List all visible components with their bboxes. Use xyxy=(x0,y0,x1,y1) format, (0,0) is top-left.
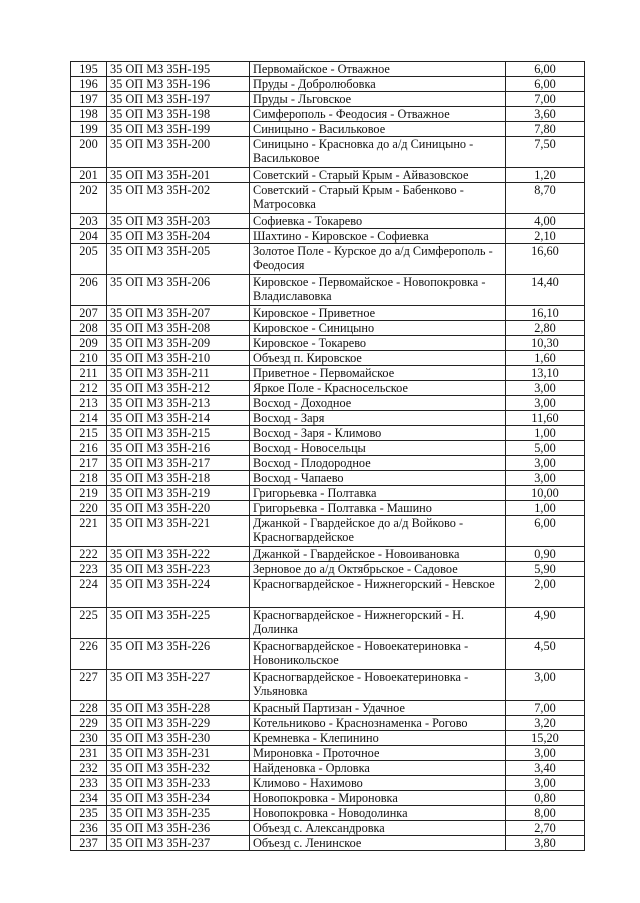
table-row xyxy=(71,547,585,562)
road-length: 2,00 xyxy=(506,577,585,608)
road-name: Восход - Новосельцы xyxy=(250,441,506,456)
row-number: 200 xyxy=(71,137,107,168)
road-length: 3,00 xyxy=(506,396,585,411)
road-code: 35 ОП МЗ 35Н-199 xyxy=(107,122,250,137)
road-code: 35 ОП МЗ 35Н-197 xyxy=(107,92,250,107)
road-name: Шахтино - Кировское - Софиевка xyxy=(250,229,506,244)
row-number: 212 xyxy=(71,381,107,396)
table-row xyxy=(71,336,585,351)
road-name: Восход - Доходное xyxy=(250,396,506,411)
road-code: 35 ОП МЗ 35Н-208 xyxy=(107,321,250,336)
road-length: 3,60 xyxy=(506,107,585,122)
table-row xyxy=(71,746,585,761)
row-number: 232 xyxy=(71,761,107,776)
table-row xyxy=(71,562,585,577)
road-code: 35 ОП МЗ 35Н-210 xyxy=(107,351,250,366)
road-length: 3,00 xyxy=(506,670,585,701)
row-number: 204 xyxy=(71,229,107,244)
row-number: 219 xyxy=(71,486,107,501)
road-name: Объезд с. Александровка xyxy=(250,821,506,836)
road-code: 35 ОП МЗ 35Н-230 xyxy=(107,731,250,746)
road-length: 14,40 xyxy=(506,275,585,306)
row-number: 195 xyxy=(71,62,107,77)
table-row xyxy=(71,229,585,244)
road-length: 1,60 xyxy=(506,351,585,366)
road-name: Первомайское - Отважное xyxy=(250,62,506,77)
table-row xyxy=(71,426,585,441)
row-number: 197 xyxy=(71,92,107,107)
row-number: 218 xyxy=(71,471,107,486)
road-code: 35 ОП МЗ 35Н-229 xyxy=(107,716,250,731)
road-length: 3,20 xyxy=(506,716,585,731)
row-number: 237 xyxy=(71,836,107,851)
road-code: 35 ОП МЗ 35Н-224 xyxy=(107,577,250,608)
road-name: Восход - Чапаево xyxy=(250,471,506,486)
table-row xyxy=(71,577,585,608)
row-number: 231 xyxy=(71,746,107,761)
road-code: 35 ОП МЗ 35Н-216 xyxy=(107,441,250,456)
road-name: Григорьевка - Полтавка - Машино xyxy=(250,501,506,516)
road-name: Красногвардейское - Нижнегорский - Н. Долинка xyxy=(250,608,506,639)
table-row xyxy=(71,411,585,426)
roads-table xyxy=(70,61,585,851)
road-name: Симферополь - Феодосия - Отважное xyxy=(250,107,506,122)
road-length: 3,00 xyxy=(506,776,585,791)
row-number: 221 xyxy=(71,516,107,547)
row-number: 214 xyxy=(71,411,107,426)
road-code: 35 ОП МЗ 35Н-225 xyxy=(107,608,250,639)
road-name: Синицыно - Васильковое xyxy=(250,122,506,137)
row-number: 207 xyxy=(71,306,107,321)
row-number: 203 xyxy=(71,214,107,229)
table-row xyxy=(71,321,585,336)
road-name: Объезд п. Кировское xyxy=(250,351,506,366)
road-code: 35 ОП МЗ 35Н-215 xyxy=(107,426,250,441)
table-row xyxy=(71,456,585,471)
road-code: 35 ОП МЗ 35Н-217 xyxy=(107,456,250,471)
road-length: 13,10 xyxy=(506,366,585,381)
road-name: Советский - Старый Крым - Бабенково - Матросовка xyxy=(250,183,506,214)
road-code: 35 ОП МЗ 35Н-222 xyxy=(107,547,250,562)
row-number: 210 xyxy=(71,351,107,366)
table-row xyxy=(71,731,585,746)
row-number: 202 xyxy=(71,183,107,214)
row-number: 196 xyxy=(71,77,107,92)
table-row xyxy=(71,183,585,214)
road-length: 11,60 xyxy=(506,411,585,426)
table-row xyxy=(71,122,585,137)
row-number: 206 xyxy=(71,275,107,306)
road-length: 2,80 xyxy=(506,321,585,336)
table-row xyxy=(71,821,585,836)
road-code: 35 ОП МЗ 35Н-234 xyxy=(107,791,250,806)
road-length: 1,00 xyxy=(506,501,585,516)
road-code: 35 ОП МЗ 35Н-220 xyxy=(107,501,250,516)
road-length: 6,00 xyxy=(506,77,585,92)
road-length: 6,00 xyxy=(506,62,585,77)
road-code: 35 ОП МЗ 35Н-236 xyxy=(107,821,250,836)
road-code: 35 ОП МЗ 35Н-212 xyxy=(107,381,250,396)
road-name: Золотое Поле - Курское до а/д Симферополь - Феодосия xyxy=(250,244,506,275)
road-code: 35 ОП МЗ 35Н-235 xyxy=(107,806,250,821)
table-row xyxy=(71,791,585,806)
road-name: Советский - Старый Крым - Айвазовское xyxy=(250,168,506,183)
table-row xyxy=(71,670,585,701)
row-number: 223 xyxy=(71,562,107,577)
road-name: Кировское - Первомайское - Новопокровка - Владиславовка xyxy=(250,275,506,306)
road-code: 35 ОП МЗ 35Н-213 xyxy=(107,396,250,411)
road-name: Кремневка - Клепинино xyxy=(250,731,506,746)
road-code: 35 ОП МЗ 35Н-200 xyxy=(107,137,250,168)
road-name: Мироновка - Проточное xyxy=(250,746,506,761)
road-code: 35 ОП МЗ 35Н-204 xyxy=(107,229,250,244)
table-row xyxy=(71,516,585,547)
road-length: 3,00 xyxy=(506,471,585,486)
road-length: 16,60 xyxy=(506,244,585,275)
table-row xyxy=(71,836,585,851)
road-code: 35 ОП МЗ 35Н-214 xyxy=(107,411,250,426)
road-code: 35 ОП МЗ 35Н-218 xyxy=(107,471,250,486)
table-row xyxy=(71,107,585,122)
road-code: 35 ОП МЗ 35Н-201 xyxy=(107,168,250,183)
road-length: 2,10 xyxy=(506,229,585,244)
road-name: Восход - Заря - Климово xyxy=(250,426,506,441)
road-length: 7,00 xyxy=(506,701,585,716)
road-name: Новопокровка - Новодолинка xyxy=(250,806,506,821)
road-length: 10,30 xyxy=(506,336,585,351)
road-name: Восход - Заря xyxy=(250,411,506,426)
row-number: 215 xyxy=(71,426,107,441)
table-row xyxy=(71,701,585,716)
row-number: 233 xyxy=(71,776,107,791)
road-code: 35 ОП МЗ 35Н-228 xyxy=(107,701,250,716)
road-length: 7,80 xyxy=(506,122,585,137)
row-number: 234 xyxy=(71,791,107,806)
row-number: 230 xyxy=(71,731,107,746)
road-name: Синицыно - Красновка до а/д Синицыно - Васильковое xyxy=(250,137,506,168)
roads-table-body xyxy=(71,62,585,851)
road-length: 3,80 xyxy=(506,836,585,851)
road-name: Пруды - Добролюбовка xyxy=(250,77,506,92)
road-code: 35 ОП МЗ 35Н-237 xyxy=(107,836,250,851)
road-code: 35 ОП МЗ 35Н-219 xyxy=(107,486,250,501)
road-code: 35 ОП МЗ 35Н-232 xyxy=(107,761,250,776)
table-row xyxy=(71,639,585,670)
table-row xyxy=(71,366,585,381)
row-number: 201 xyxy=(71,168,107,183)
road-code: 35 ОП МЗ 35Н-226 xyxy=(107,639,250,670)
road-name: Климово - Нахимово xyxy=(250,776,506,791)
table-row xyxy=(71,501,585,516)
row-number: 217 xyxy=(71,456,107,471)
row-number: 227 xyxy=(71,670,107,701)
road-code: 35 ОП МЗ 35Н-233 xyxy=(107,776,250,791)
road-length: 6,00 xyxy=(506,516,585,547)
road-code: 35 ОП МЗ 35Н-206 xyxy=(107,275,250,306)
row-number: 216 xyxy=(71,441,107,456)
road-code: 35 ОП МЗ 35Н-231 xyxy=(107,746,250,761)
road-name: Кировское - Синицыно xyxy=(250,321,506,336)
row-number: 229 xyxy=(71,716,107,731)
row-number: 224 xyxy=(71,577,107,608)
table-row xyxy=(71,351,585,366)
row-number: 213 xyxy=(71,396,107,411)
table-row xyxy=(71,396,585,411)
row-number: 205 xyxy=(71,244,107,275)
road-length: 10,00 xyxy=(506,486,585,501)
table-row xyxy=(71,275,585,306)
road-code: 35 ОП МЗ 35Н-207 xyxy=(107,306,250,321)
table-row xyxy=(71,608,585,639)
road-name: Найденовка - Орловка xyxy=(250,761,506,776)
road-length: 4,00 xyxy=(506,214,585,229)
road-name: Восход - Плодородное xyxy=(250,456,506,471)
table-row xyxy=(71,137,585,168)
table-row xyxy=(71,486,585,501)
road-code: 35 ОП МЗ 35Н-205 xyxy=(107,244,250,275)
road-name: Кировское - Приветное xyxy=(250,306,506,321)
row-number: 209 xyxy=(71,336,107,351)
row-number: 199 xyxy=(71,122,107,137)
road-name: Красногвардейское - Нижнегорский - Невское xyxy=(250,577,506,608)
road-code: 35 ОП МЗ 35Н-202 xyxy=(107,183,250,214)
road-name: Красногвардейское - Новоекатериновка - Ульяновка xyxy=(250,670,506,701)
table-row xyxy=(71,776,585,791)
road-length: 3,00 xyxy=(506,381,585,396)
table-row xyxy=(71,77,585,92)
road-code: 35 ОП МЗ 35Н-209 xyxy=(107,336,250,351)
road-name: Новопокровка - Мироновка xyxy=(250,791,506,806)
road-code: 35 ОП МЗ 35Н-211 xyxy=(107,366,250,381)
row-number: 225 xyxy=(71,608,107,639)
table-row xyxy=(71,168,585,183)
row-number: 236 xyxy=(71,821,107,836)
road-name: Зерновое до а/д Октябрьское - Садовое xyxy=(250,562,506,577)
road-name: Красногвардейское - Новоекатериновка - Новоникольское xyxy=(250,639,506,670)
table-row xyxy=(71,716,585,731)
road-length: 8,00 xyxy=(506,806,585,821)
road-name: Котельниково - Краснознаменка - Рогово xyxy=(250,716,506,731)
row-number: 228 xyxy=(71,701,107,716)
road-code: 35 ОП МЗ 35Н-223 xyxy=(107,562,250,577)
table-row xyxy=(71,471,585,486)
road-code: 35 ОП МЗ 35Н-196 xyxy=(107,77,250,92)
road-length: 16,10 xyxy=(506,306,585,321)
road-name: Джанкой - Гвардейское до а/д Войково - Красногвардейское xyxy=(250,516,506,547)
road-length: 0,80 xyxy=(506,791,585,806)
road-name: Приветное - Первомайское xyxy=(250,366,506,381)
row-number: 226 xyxy=(71,639,107,670)
road-length: 2,70 xyxy=(506,821,585,836)
road-name: Джанкой - Гвардейское - Новоивановка xyxy=(250,547,506,562)
road-length: 1,20 xyxy=(506,168,585,183)
table-row xyxy=(71,806,585,821)
road-name: Софиевка - Токарево xyxy=(250,214,506,229)
road-length: 1,00 xyxy=(506,426,585,441)
table-row xyxy=(71,244,585,275)
row-number: 220 xyxy=(71,501,107,516)
road-length: 4,90 xyxy=(506,608,585,639)
road-name: Яркое Поле - Красносельское xyxy=(250,381,506,396)
road-code: 35 ОП МЗ 35Н-221 xyxy=(107,516,250,547)
road-length: 3,40 xyxy=(506,761,585,776)
road-code: 35 ОП МЗ 35Н-227 xyxy=(107,670,250,701)
road-length: 5,00 xyxy=(506,441,585,456)
road-code: 35 ОП МЗ 35Н-195 xyxy=(107,62,250,77)
row-number: 211 xyxy=(71,366,107,381)
road-code: 35 ОП МЗ 35Н-203 xyxy=(107,214,250,229)
row-number: 198 xyxy=(71,107,107,122)
road-code: 35 ОП МЗ 35Н-198 xyxy=(107,107,250,122)
row-number: 208 xyxy=(71,321,107,336)
road-length: 7,00 xyxy=(506,92,585,107)
row-number: 222 xyxy=(71,547,107,562)
road-length: 4,50 xyxy=(506,639,585,670)
table-row xyxy=(71,441,585,456)
table-row xyxy=(71,92,585,107)
road-length: 15,20 xyxy=(506,731,585,746)
table-row xyxy=(71,306,585,321)
road-length: 5,90 xyxy=(506,562,585,577)
road-name: Красный Партизан - Удачное xyxy=(250,701,506,716)
road-length: 8,70 xyxy=(506,183,585,214)
road-name: Кировское - Токарево xyxy=(250,336,506,351)
road-name: Объезд с. Ленинское xyxy=(250,836,506,851)
road-length: 3,00 xyxy=(506,456,585,471)
road-length: 7,50 xyxy=(506,137,585,168)
table-row xyxy=(71,214,585,229)
row-number: 235 xyxy=(71,806,107,821)
road-name: Григорьевка - Полтавка xyxy=(250,486,506,501)
road-length: 3,00 xyxy=(506,746,585,761)
road-name: Пруды - Льговское xyxy=(250,92,506,107)
road-length: 0,90 xyxy=(506,547,585,562)
table-row xyxy=(71,381,585,396)
table-row xyxy=(71,62,585,77)
table-row xyxy=(71,761,585,776)
